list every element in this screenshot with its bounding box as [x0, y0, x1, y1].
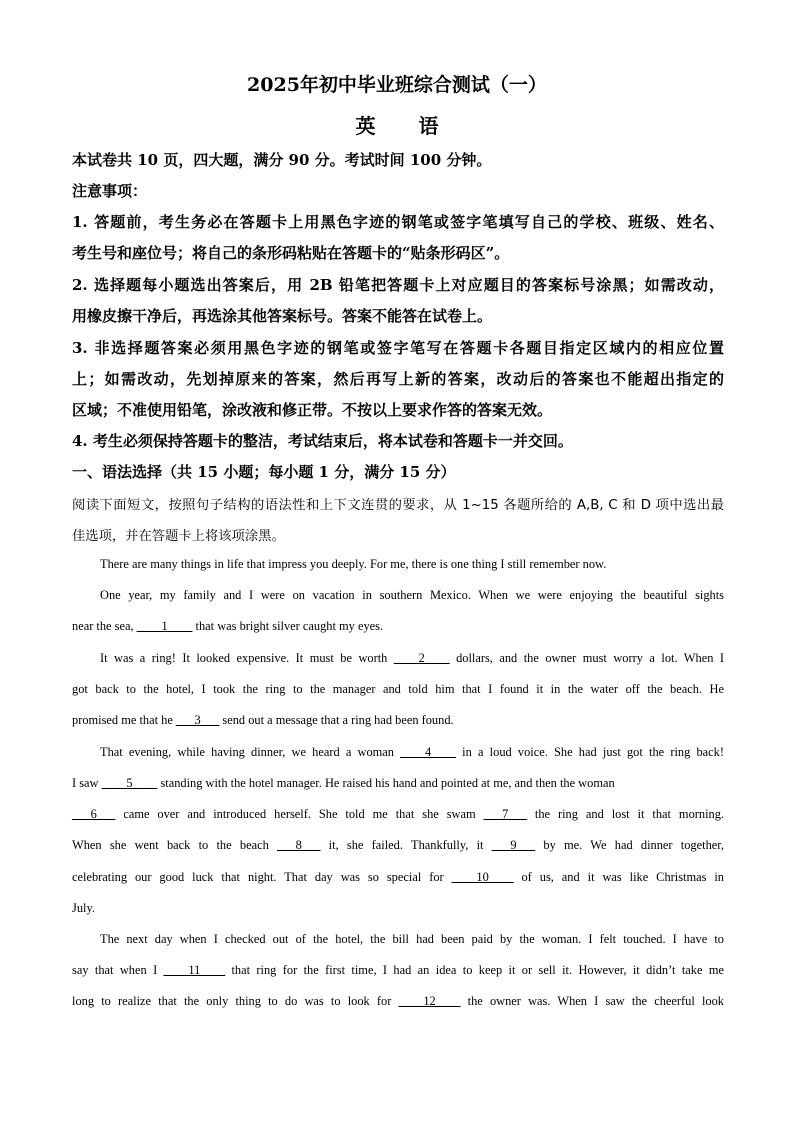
exam-info: 本试卷共 10 页，四大题，满分 90 分。考试时间 100 分钟。	[72, 151, 492, 169]
passage-line: long to realize that the only thing to do was to look for ____12____ the owner was. When I saw the cheerful look	[72, 994, 724, 1008]
passage-line: say that when I ____11____ that ring for the first time, I had an idea to keep it or sell it. However, it didn’t take me	[72, 963, 725, 977]
blank-10: ____10____	[451, 870, 514, 884]
blank-8: ___8___	[277, 838, 321, 852]
blank-12: ____12____	[398, 994, 461, 1008]
notice-item-3: 3. 非选择题答案必须用黑色字迹的钢笔或签字笔写在答题卡各题目指定区域内的相应位置	[72, 339, 724, 357]
blank-5: ____5____	[101, 776, 158, 790]
passage-line: near the sea, ____1____ that was bright silver caught my eyes.	[72, 619, 384, 633]
notice-item-3-cont: 上；如需改动，先划掉原来的答案，然后再写上新的答案，改动后的答案也不能超出指定的	[72, 370, 724, 388]
notice-item-2: 2. 选择题每小题选出答案后，用 2B 铅笔把答题卡上对应题目的答案标号涂黑；如需改动，	[72, 276, 724, 294]
notice-heading: 注意事项：	[72, 182, 148, 200]
blank-7: ___7___	[483, 807, 527, 821]
blank-3: ___3___	[175, 713, 220, 727]
passage-line: One year, my family and I were on vacation in southern Mexico. When we were enjoying the beautiful sights	[100, 588, 724, 602]
blank-1: ____1____	[136, 619, 193, 633]
passage-line: That evening, while having dinner, we heard a woman ____4____ in a loud voice. She had just got the ring back!	[100, 745, 724, 759]
passage-line: The next day when I checked out of the hotel, the bill had been paid by the woman. I felt touched. I have to	[100, 932, 724, 946]
notice-item-2-cont: 用橡皮擦干净后，再选涂其他答案标号。答案不能答在试卷上。	[72, 307, 493, 325]
notice-item-1-cont: 考生号和座位号；将自己的条形码粘贴在答题卡的“贴条形码区”。	[72, 244, 510, 262]
directions-line: 阅读下面短文，按照句子结构的语法性和上下文连贯的要求，从 1~15 各题所给的 A,B, C 和 D 项中选出最	[72, 498, 724, 513]
exam-title: 2025年初中毕业班综合测试（一）	[247, 74, 547, 96]
blank-11: ____11____	[163, 963, 226, 977]
passage-line: July.	[72, 901, 95, 915]
blank-9: ___9___	[491, 838, 536, 852]
passage-line: got back to the hotel, I took the ring to the manager and told him that I found it in the water off the beach. He	[72, 682, 724, 696]
blank-4: ____4____	[400, 745, 456, 759]
passage-line: There are many things in life that impress you deeply. For me, there is one thing I still remember now.	[100, 557, 607, 571]
passage-line: ___6___ came over and introduced herself. She told me that she swam ___7___ the ring and lost it that morning.	[72, 807, 725, 821]
notice-item-3-cont2: 区域；不准使用铅笔，涂改液和修正带。不按以上要求作答的答案无效。	[72, 401, 553, 419]
section-heading: 一、语法选择（共 15 小题；每小题 1 分，满分 15 分）	[72, 463, 456, 481]
notice-item-1: 1. 答题前，考生务必在答题卡上用黑色字迹的钢笔或签字笔填写自己的学校、班级、姓名、	[72, 213, 724, 231]
passage-line: celebrating our good luck that night. That day was so special for ____10____ of us, and it was like Christmas in	[72, 870, 725, 884]
passage-line: promised me that he ___3___ send out a message that a ring had been found.	[72, 713, 454, 727]
blank-2: ____2____	[393, 651, 450, 665]
passage-line: It was a ring! It looked expensive. It must be worth ____2____ dollars, and the owner must worry a lot. When I	[100, 651, 724, 665]
passage-line: When she went back to the beach ___8___ it, she failed. Thankfully, it ___9___ by me. We had dinner together,	[72, 838, 724, 852]
blank-6: ___6___	[72, 807, 116, 821]
notice-item-4: 4. 考生必须保持答题卡的整洁，考试结束后，将本试卷和答题卡一并交回。	[72, 432, 573, 450]
subject-title: 英 语	[355, 114, 457, 138]
directions-line: 佳选项，并在答题卡上将该项涂黑。	[72, 529, 285, 544]
passage-line: I saw ____5____ standing with the hotel manager. He raised his hand and pointed at me, and then the woman	[72, 776, 615, 790]
